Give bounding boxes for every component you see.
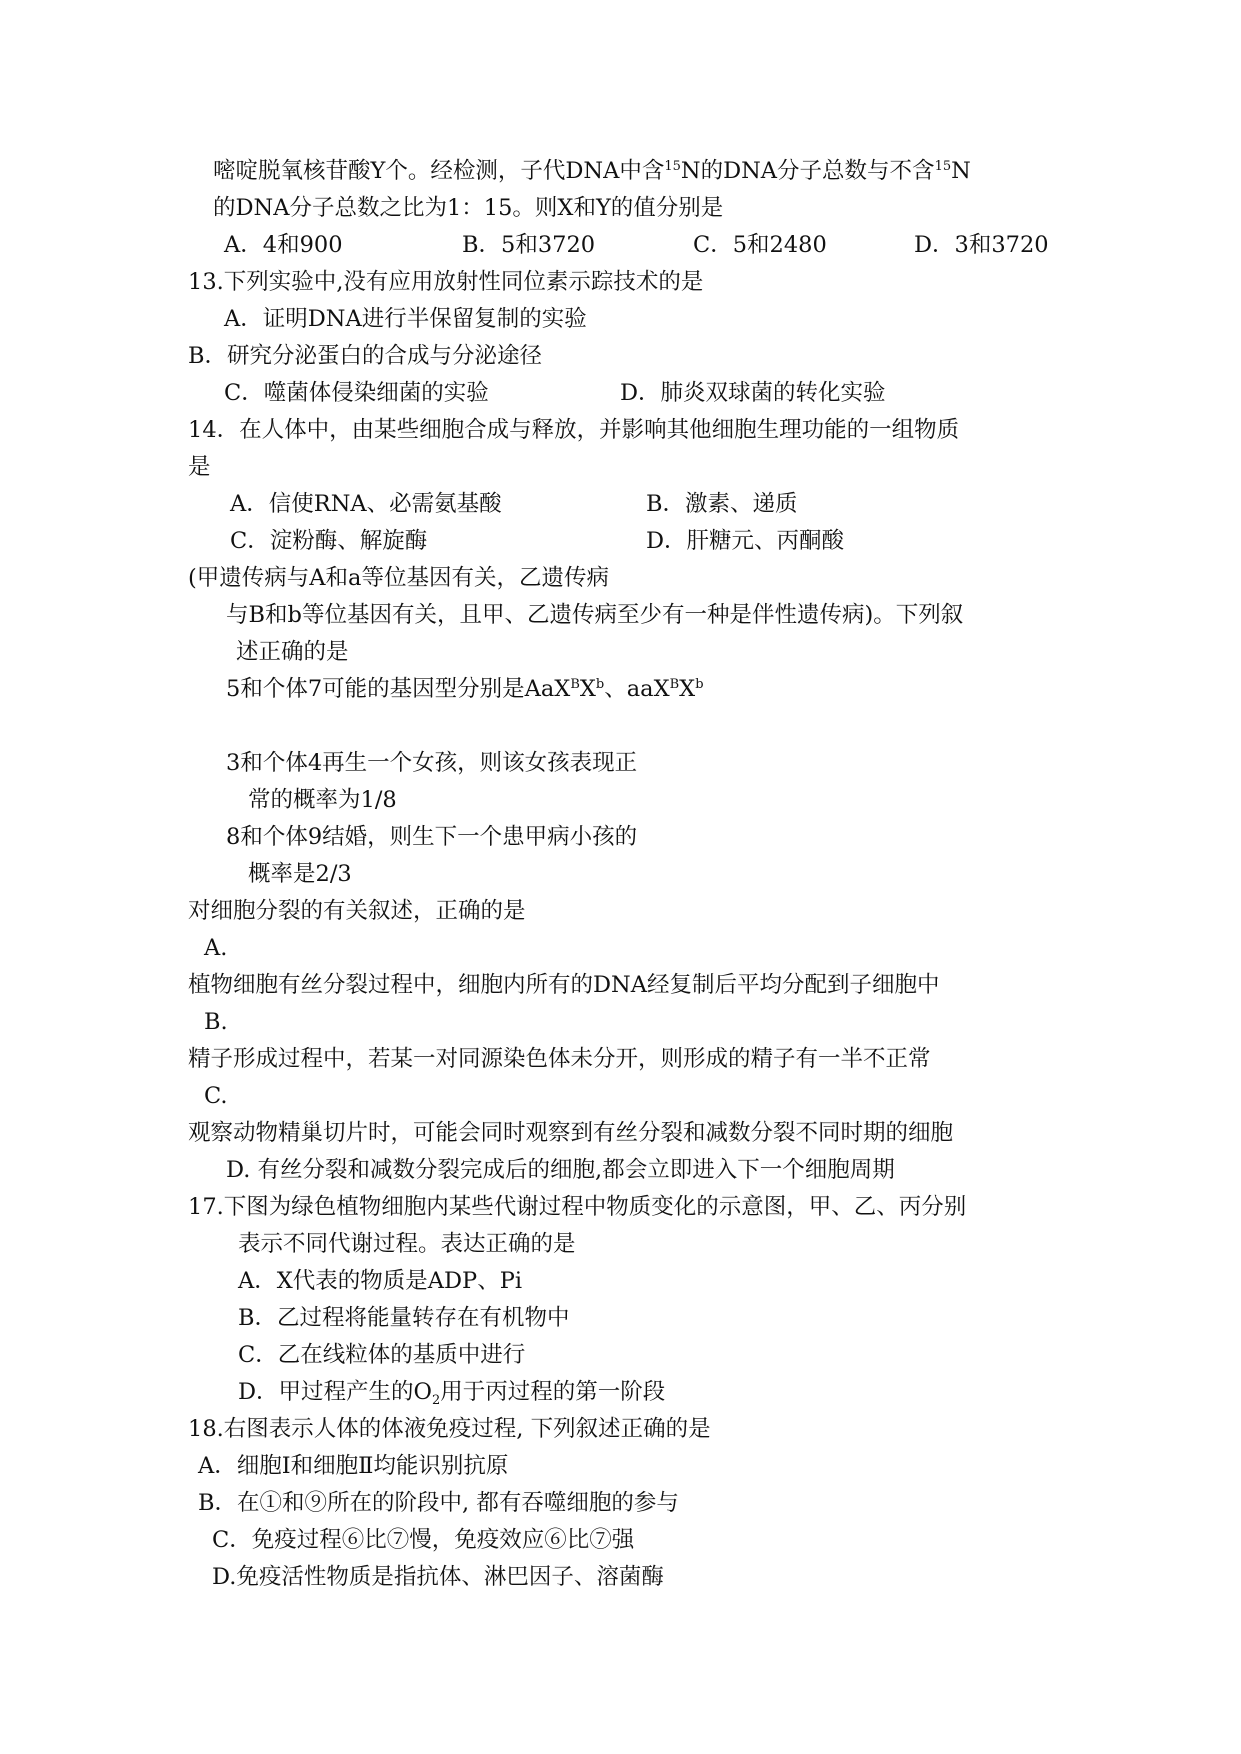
- q13-option-d: D．肺炎双球菌的转化实验: [620, 380, 886, 406]
- q17-stem-line-2: 表示不同代谢过程。表达正确的是: [238, 1231, 576, 1257]
- q15-option-genotypes: [226, 674, 704, 704]
- q16-option-d: D. 有丝分裂和减数分裂完成后的细胞,都会立即进入下一个细胞周期: [226, 1157, 895, 1183]
- q13-option-c: C．噬菌体侵染细菌的实验: [224, 380, 489, 406]
- q16-option-c: 观察动物精巢切片时，可能会同时观察到有丝分裂和减数分裂不同时期的细胞: [188, 1120, 954, 1146]
- q14-stem-line-1: 14．在人体中，由某些细胞合成与释放，并影响其他细胞生理功能的一组物质: [188, 417, 960, 443]
- q15-option-marriage-line-1: 8和个体9结婚，则生下一个患甲病小孩的: [226, 824, 638, 850]
- q15-sup-4: b: [695, 677, 704, 692]
- q17-option-a: A．X代表的物质是ADP、Pi: [238, 1268, 523, 1294]
- q12-line1-text-c: N: [951, 158, 971, 184]
- q15-genotype-text-d: X: [679, 676, 696, 702]
- q12-option-b: B．5和3720: [462, 232, 596, 258]
- q17-option-d-subscript: 2: [432, 1393, 441, 1408]
- q17-option-b: B．乙过程将能量转存在有机物中: [238, 1305, 570, 1331]
- q18-option-b: B．在①和⑨所在的阶段中, 都有吞噬细胞的参与: [198, 1490, 679, 1516]
- q14-option-c: C．淀粉酶、解旋酶: [230, 528, 428, 554]
- q12-option-c: C．5和2480: [693, 232, 827, 258]
- q16-label-a: A.: [204, 935, 228, 961]
- q15-sup-2: b: [595, 677, 605, 692]
- q17-stem-line-1: 17.下图为绿色植物细胞内某些代谢过程中物质变化的示意图，甲、乙、丙分别: [188, 1194, 967, 1220]
- q14-option-a: A．信使RNA、必需氨基酸: [230, 491, 502, 517]
- q17-option-d-text-b: 用于丙过程的第一阶段: [440, 1379, 666, 1405]
- q15-option-girl-line-2: 常的概率为1/8: [248, 787, 397, 813]
- q15-option-marriage-line-2: 概率是2/3: [248, 861, 352, 887]
- q12-stem-line-2: 的DNA分子总数之比为1：15。则X和Y的值分别是: [213, 195, 724, 221]
- q12-superscript-15-b: 15: [934, 159, 952, 174]
- q15-sup-1: B: [570, 677, 580, 692]
- q18-option-c: C．免疫过程⑥比⑦慢，免疫效应⑥比⑦强: [212, 1527, 635, 1553]
- q15-option-girl-line-1: 3和个体4再生一个女孩，则该女孩表现正: [226, 750, 638, 776]
- q12-line1-text-a: 嘧啶脱氧核苷酸Y个。经检测，子代DNA中含: [213, 158, 665, 184]
- q18-stem: 18.右图表示人体的体液免疫过程, 下列叙述正确的是: [188, 1416, 711, 1442]
- q16-stem: 对细胞分裂的有关叙述，正确的是: [188, 898, 526, 924]
- q16-option-a: 植物细胞有丝分裂过程中，细胞内所有的DNA经复制后平均分配到子细胞中: [188, 972, 940, 998]
- q12-option-a: A．4和900: [224, 232, 343, 258]
- q12-stem-line-1: [213, 156, 971, 186]
- q18-option-d: D.免疫活性物质是指抗体、淋巴因子、溶菌酶: [212, 1564, 664, 1590]
- q16-label-b: B.: [204, 1009, 228, 1035]
- q17-option-d-text-a: D．甲过程产生的O: [238, 1379, 432, 1405]
- q17-option-c: C．乙在线粒体的基质中进行: [238, 1342, 526, 1368]
- q15-stem-line-3: 述正确的是: [236, 639, 349, 665]
- q12-line1-text-b: N的DNA分子总数与不含: [680, 158, 935, 184]
- q16-label-c: C.: [204, 1083, 228, 1109]
- q14-option-b: B．激素、递质: [646, 491, 798, 517]
- q12-option-d: D．3和3720: [914, 232, 1049, 258]
- q15-genotype-text-a: 5和个体7可能的基因型分别是AaX: [226, 676, 571, 702]
- q15-genotype-text-c: 、aaX: [604, 676, 670, 702]
- q12-superscript-15: 15: [664, 159, 681, 174]
- q13-option-a: A．证明DNA进行半保留复制的实验: [224, 306, 587, 332]
- q14-stem-line-2: 是: [188, 454, 211, 480]
- q13-stem: 13.下列实验中,没有应用放射性同位素示踪技术的是: [188, 269, 704, 295]
- q15-stem-line-2: 与B和b等位基因有关，且甲、乙遗传病至少有一种是伴性遗传病)。下列叙: [226, 602, 964, 628]
- q15-sup-3: B: [669, 677, 680, 692]
- q14-option-d: D．肝糖元、丙酮酸: [646, 528, 845, 554]
- q17-option-d: [238, 1377, 665, 1407]
- q15-genotype-text-b: X: [579, 676, 596, 702]
- q18-option-a: A．细胞I和细胞Ⅱ均能识别抗原: [198, 1453, 509, 1479]
- q16-option-b: 精子形成过程中，若某一对同源染色体未分开，则形成的精子有一半不正常: [188, 1046, 931, 1072]
- q15-stem-line-1: (甲遗传病与A和a等位基因有关，乙遗传病: [188, 565, 609, 591]
- q13-option-b: B．研究分泌蛋白的合成与分泌途径: [188, 343, 543, 369]
